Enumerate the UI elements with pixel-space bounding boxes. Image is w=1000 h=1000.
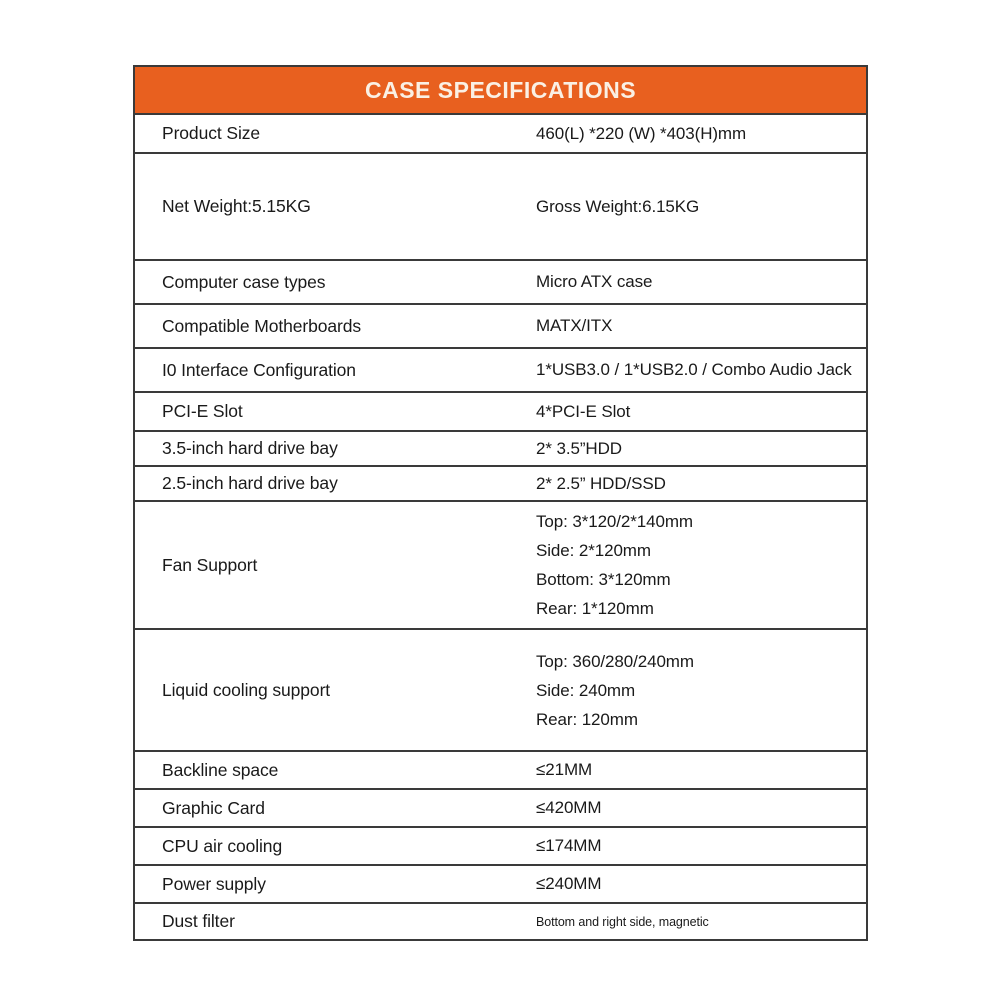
label-text: Liquid cooling support <box>162 679 331 700</box>
value-text: 4*PCI-E Slot <box>536 401 631 421</box>
row-value-dust-filter <box>536 903 867 940</box>
value-text: MATX/ITX <box>536 316 613 335</box>
row-value-product-size <box>536 114 867 153</box>
table-row <box>134 501 867 629</box>
label-text: Graphic Card <box>162 797 265 818</box>
value-line: Side: 2*120mm <box>536 541 651 560</box>
value-line: Rear: 120mm <box>536 709 638 729</box>
value-line: Side: 240mm <box>536 680 636 700</box>
value-text: 2* 2.5” HDD/SSD <box>536 473 666 493</box>
row-value-backline-space <box>536 751 867 789</box>
label-text: Product Size <box>162 123 261 143</box>
table-row <box>134 903 867 940</box>
value-text: ≤21MM <box>536 760 593 779</box>
value-text: ≤174MM <box>536 836 602 855</box>
value-line: Rear: 1*120mm <box>536 599 654 618</box>
value-line: Top: 360/280/240mm <box>536 651 694 671</box>
row-label-25-bay <box>134 466 536 501</box>
page-title: CASE SPECIFICATIONS <box>364 77 637 103</box>
row-label-case-types <box>134 260 536 304</box>
row-value-motherboards <box>536 304 867 348</box>
row-label-backline-space <box>134 751 536 789</box>
label-text: Computer case types <box>162 271 326 292</box>
value-text: 460(L) *220 (W) *403(H)mm <box>536 123 747 143</box>
label-text: Backline space <box>162 759 279 780</box>
table-row <box>134 304 867 348</box>
table-row <box>134 827 867 865</box>
label-text: Fan Support <box>162 554 258 575</box>
table-row <box>134 348 867 392</box>
label-text: PCI-E Slot <box>162 401 243 421</box>
row-label-35-bay <box>134 431 536 466</box>
table-row <box>134 114 867 153</box>
table-row <box>134 751 867 789</box>
table-row <box>134 865 867 903</box>
row-label-graphic-card <box>134 789 536 827</box>
label-text: Compatible Motherboards <box>162 315 362 336</box>
table-header-cell <box>134 66 867 114</box>
row-label-net-weight <box>134 153 536 260</box>
value-line: Bottom: 3*120mm <box>536 570 671 589</box>
row-value-io-interface <box>536 348 867 392</box>
table-row <box>134 392 867 431</box>
value-text: ≤240MM <box>536 874 602 893</box>
row-label-cpu-air-cooling <box>134 827 536 865</box>
label-text: Net Weight:5.15KG <box>162 196 311 216</box>
value-text: 2* 3.5”HDD <box>536 438 622 458</box>
row-label-fan-support <box>134 501 536 629</box>
table-row <box>134 153 867 260</box>
label-text: Dust filter <box>162 911 235 931</box>
row-label-pcie-slot <box>134 392 536 431</box>
row-value-liquid-cooling <box>536 629 867 751</box>
row-value-gross-weight <box>536 153 867 260</box>
row-label-io-interface <box>134 348 536 392</box>
row-value-pcie-slot <box>536 392 867 431</box>
row-label-product-size <box>134 114 536 153</box>
row-value-35-bay <box>536 431 867 466</box>
value-text: ≤420MM <box>536 798 602 817</box>
value-line: Top: 3*120/2*140mm <box>536 512 693 531</box>
row-label-liquid-cooling <box>134 629 536 751</box>
table-row <box>134 629 867 751</box>
value-text: 1*USB3.0 / 1*USB2.0 / Combo Audio Jack <box>536 360 852 379</box>
value-text: Bottom and right side, magnetic <box>536 914 709 929</box>
case-specifications-table <box>133 65 868 941</box>
row-value-graphic-card <box>536 789 867 827</box>
table-row <box>134 260 867 304</box>
label-text: Power supply <box>162 873 266 894</box>
row-label-power-supply <box>134 865 536 903</box>
label-text: CPU air cooling <box>162 835 283 856</box>
row-value-power-supply <box>536 865 867 903</box>
label-text: I0 Interface Configuration <box>162 359 356 380</box>
row-value-cpu-air-cooling <box>536 827 867 865</box>
row-value-fan-support <box>536 501 867 629</box>
row-value-25-bay <box>536 466 867 501</box>
row-label-dust-filter <box>134 903 536 940</box>
table-row <box>134 431 867 466</box>
value-text: Micro ATX case <box>536 272 653 291</box>
table-header-row <box>134 66 867 114</box>
row-value-case-types <box>536 260 867 304</box>
label-text: 3.5-inch hard drive bay <box>162 438 338 458</box>
row-label-motherboards <box>134 304 536 348</box>
value-text: Gross Weight:6.15KG <box>536 196 700 216</box>
table-row <box>134 466 867 501</box>
table-row <box>134 789 867 827</box>
label-text: 2.5-inch hard drive bay <box>162 473 338 493</box>
